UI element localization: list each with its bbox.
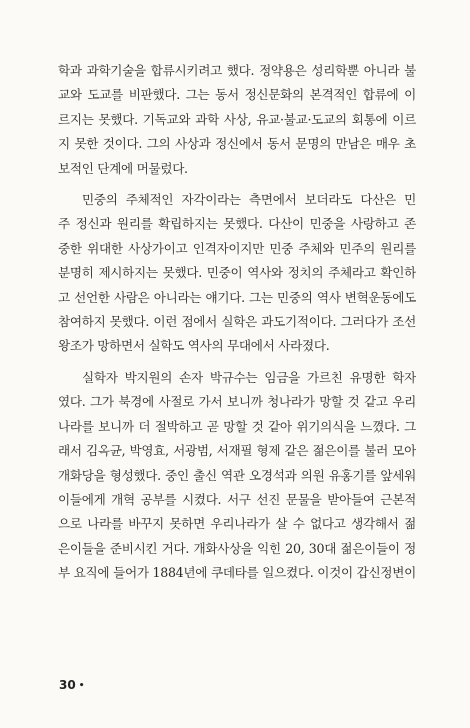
text-line: 학과 과학기술을 합류시키려고 했다. 정약용은 성리학뿐 아니라 불 (58, 63, 416, 78)
text-line: 참여하지 못했다. 이런 점에서 실학은 과도기적이다. 그러다가 조선 (58, 314, 416, 330)
text-line: 래서 김옥균, 박영효, 서광범, 서재필 형제 같은 젊은이를 불러 모아 (58, 443, 416, 459)
text-line: 실학자 박지원의 손자 박규수는 임금을 가르친 유명한 학자 (82, 369, 416, 385)
paragraph (58, 188, 416, 359)
body-text (58, 59, 416, 586)
text-line: 나라를 보니까 더 절박하고 곧 망할 것 같아 위기의식을 느꼈다. 그 (58, 418, 416, 434)
text-line: 왕조가 망하면서 실학도 역사의 무대에서 사라졌다. (58, 338, 330, 354)
text-line: 르지는 못했다. 기독교와 과학 사상, 유교·불교·도교의 회통에 이르 (58, 111, 416, 127)
text-line: 고 선언한 사람은 아니라는 얘기다. 그는 민중의 역사 변혁운동에도 (58, 289, 416, 305)
text-line: 주 정신과 원리를 확립하지는 못했다. 다산이 민중을 사랑하고 존 (58, 216, 416, 232)
text-line: 이들에게 개혁 공부를 시켰다. 서구 선진 문물을 받아들여 근본적 (58, 491, 416, 507)
text-line: 개화당을 형성했다. 중인 출신 역관 오경석과 의원 유홍기를 앞세워 (58, 467, 416, 483)
text-line: 지 못한 것이다. 그의 사상과 정신에서 동서 문명의 만남은 매우 초 (58, 136, 416, 152)
text-line: 부 요직에 들어가 1884년에 쿠데타를 일으켰다. 이것이 갑신정변이 (58, 565, 416, 581)
text-line: 중한 위대한 사상가이고 인격자이지만 민중 주체와 민주의 원리를 (58, 240, 416, 256)
page-number: 30 (59, 678, 76, 692)
text-line: 분명히 제시하지는 못했다. 민중이 역사와 정치의 주체라고 확인하 (58, 265, 416, 281)
text-line: 교와 도교를 비판했다. 그는 동서 정신문화의 본격적인 합류에 이 (58, 87, 416, 103)
text-line: 였다. 그가 북경에 사절로 가서 보니까 청나라가 망할 것 같고 우리 (58, 394, 416, 410)
text-line: 은이들을 준비시킨 거다. 개화사상을 익힌 20, 30대 젊은이들이 정 (58, 540, 416, 556)
text-line: 보적인 단계에 머물렀다. (58, 160, 188, 176)
text-line: 으로 나라를 바꾸지 못하면 우리나라가 살 수 없다고 생각해서 젊 (58, 516, 416, 532)
paragraph (58, 59, 416, 181)
folio-mark: • (78, 681, 85, 691)
paragraph (58, 366, 416, 586)
text-line: 민중의 주체적인 자각이라는 측면에서 보더라도 다산은 민 (82, 192, 416, 208)
page-folio (59, 678, 84, 692)
